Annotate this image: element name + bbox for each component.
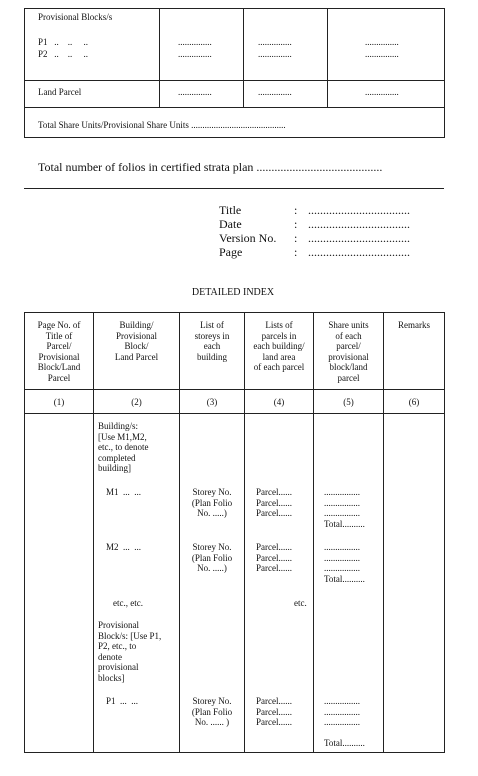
header-remarks: Remarks xyxy=(398,320,430,330)
header-building: Building/ Provisional Block/ Land Parcel xyxy=(114,320,159,362)
m1-storey: Storey No. (Plan Folio No. .....) xyxy=(191,487,233,518)
header-storeys: List of storeys in each building xyxy=(194,320,230,362)
divider xyxy=(24,188,444,189)
total-share-units-label: Total Share Units/Provisional Share Units .......................................... xyxy=(38,120,286,130)
provisional-blocks-label: Provisional Blocks/s xyxy=(38,12,113,22)
col-number-6: (6) xyxy=(408,397,420,407)
p1-dots-col1: ............... xyxy=(178,37,212,47)
header-page-no: Page No. of Title of Parcel/ Provisional Block/Land Parcel xyxy=(37,320,81,383)
col-number-1: (1) xyxy=(53,397,65,407)
meta-colon: : xyxy=(294,245,298,259)
meta-title-value: .................................. xyxy=(308,203,410,217)
provisional-note: Provisional Block/s: [Use P1, P2, etc., to denote provisional blocks] xyxy=(98,620,162,683)
total-folios-line: Total number of folios in certified strata plan .......................................... xyxy=(38,160,383,174)
p1-label: P1 ... ... xyxy=(106,696,139,706)
p1-parcels: Parcel...... Parcel...... Parcel...... xyxy=(256,696,292,727)
meta-page-value: .................................. xyxy=(308,245,410,259)
m2-label: M2 ... ... xyxy=(106,542,142,552)
m1-label: M1 ... ... xyxy=(106,487,142,497)
header-parcels: Lists of parcels in each building/ land area of each parcel xyxy=(253,320,305,372)
p2-dots-col1: ............... xyxy=(178,49,212,59)
land-dots-col3: ............... xyxy=(365,87,399,97)
buildings-note: Building/s: [Use M1,M2, etc., to denote completed building] xyxy=(98,421,149,473)
meta-date-label: Date xyxy=(219,217,242,231)
etc-right: etc. xyxy=(294,598,307,608)
p2-row-label: P2 .. .. .. xyxy=(38,49,89,59)
col-number-2: (2) xyxy=(131,397,142,407)
land-dots-col1: ............... xyxy=(178,87,212,97)
m2-storey: Storey No. (Plan Folio No. .....) xyxy=(191,542,233,573)
m2-shares: ................ ................ ................ Total.......... xyxy=(324,542,365,584)
meta-page-label: Page xyxy=(219,245,243,259)
col-number-4: (4) xyxy=(273,397,285,407)
meta-version-label: Version No. xyxy=(219,231,277,245)
m1-parcels: Parcel...... Parcel...... Parcel...... xyxy=(256,487,292,518)
col-number-5: (5) xyxy=(343,397,354,407)
col-number-3: (3) xyxy=(206,397,218,407)
m2-parcels: Parcel...... Parcel...... Parcel...... xyxy=(256,542,292,573)
meta-date-value: .................................. xyxy=(308,217,410,231)
meta-colon: : xyxy=(294,203,298,217)
detailed-index-title: DETAILED INDEX xyxy=(191,287,275,298)
p1-dots-col2: ............... xyxy=(258,37,292,47)
etc-left: etc., etc. xyxy=(113,598,143,608)
land-parcel-label: Land Parcel xyxy=(38,87,82,97)
meta-version-value: .................................. xyxy=(308,231,410,245)
p1-dots-col3: ............... xyxy=(365,37,399,47)
p2-dots-col2: ............... xyxy=(258,49,292,59)
p2-dots-col3: ............... xyxy=(365,49,399,59)
meta-colon: : xyxy=(294,231,298,245)
p1-shares: ................ ................ ................ Total.......... xyxy=(324,696,365,748)
m1-shares: ................ ................ ................ Total.......... xyxy=(324,487,365,529)
meta-title-label: Title xyxy=(219,203,242,217)
land-dots-col2: ............... xyxy=(258,87,292,97)
meta-colon: : xyxy=(294,217,298,231)
header-share-units: Share units of each parcel/ provisional block/land parcel xyxy=(328,320,369,383)
p1-row-label: P1 .. .. .. xyxy=(38,37,89,47)
p1-storey: Storey No. (Plan Folio No. ...... ) xyxy=(191,696,233,727)
